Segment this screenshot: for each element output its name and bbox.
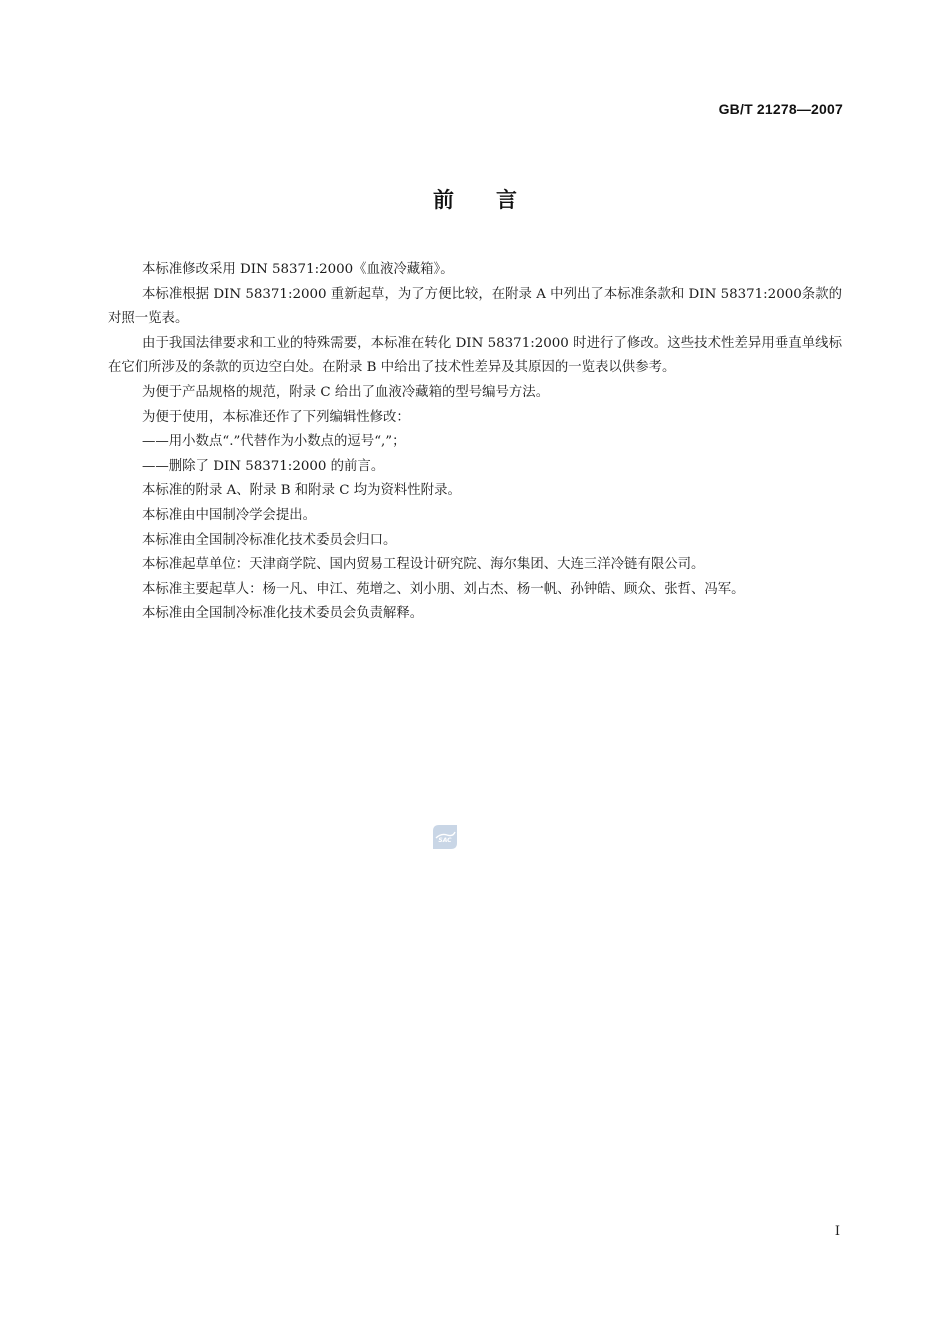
page-number: I (834, 1224, 840, 1239)
paragraph: 本标准的附录 A、附录 B 和附录 C 均为资料性附录。 (142, 483, 461, 499)
paragraph: 本标准主要起草人：杨一凡、申江、苑增之、刘小朋、刘占杰、杨一帆、孙钟皓、顾众、张哲、冯军。 (142, 581, 745, 597)
paragraph: 本标准根据 DIN 58371:2000 重新起草，为了方便比较，在附录 A 中列出了本标准条款和 DIN 58371:2000条款的对照一览表。 (108, 286, 842, 327)
sac-logo-icon (433, 825, 457, 849)
paragraph: ——删除了 DIN 58371:2000 的前言。 (142, 458, 385, 474)
page-title: 前言 (433, 188, 559, 212)
paragraph: 本标准由中国制冷学会提出。 (142, 507, 317, 523)
svg-text:SAC: SAC (438, 837, 452, 844)
standard-code: GB/T 21278—2007 (718, 101, 843, 117)
paragraph: 本标准修改采用 DIN 58371:2000《血液冷藏箱》。 (142, 262, 454, 277)
paragraph: 由于我国法律要求和工业的特殊需要，本标准在转化 DIN 58371:2000 时进行了修改。这些技术性差异用垂直单线标在它们所涉及的条款的页边空白处。在附录 B 中给出了技术性差异及其原因的一览表以供参考。 (108, 335, 842, 376)
paragraph: 本标准由全国制冷标准化技术委员会负责解释。 (142, 606, 424, 622)
paragraph: 为便于产品规格的规范，附录 C 给出了血液冷藏箱的型号编号方法。 (142, 384, 550, 400)
paragraph: 本标准起草单位：天津商学院、国内贸易工程设计研究院、海尔集团、大连三洋冷链有限公司。 (142, 557, 705, 573)
paragraph: ——用小数点“.”代替作为小数点的逗号“,”； (142, 434, 406, 450)
paragraph: 本标准由全国制冷标准化技术委员会归口。 (142, 532, 397, 548)
foreword-body (108, 258, 842, 627)
paragraph: 为便于使用，本标准还作了下列编辑性修改： (142, 409, 410, 425)
